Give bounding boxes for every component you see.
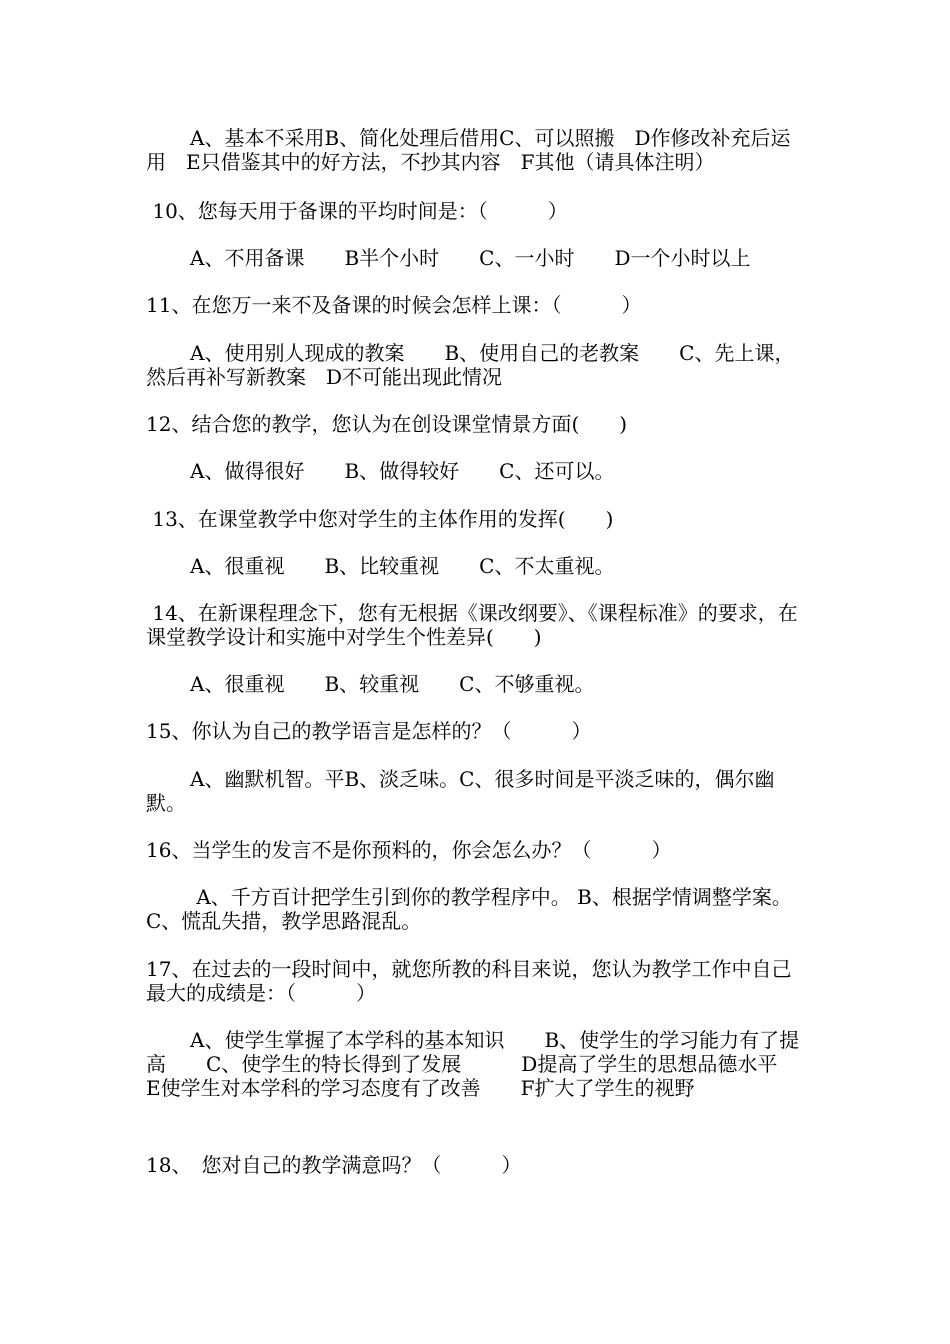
q12-question: 12、结合您的教学，您认为在创设课堂情景方面( ) bbox=[146, 412, 628, 436]
q15-options: A、幽默机智。平B、淡乏味。C、很多时间是平淡乏味的，偶尔幽默。 bbox=[146, 767, 775, 815]
q10-question: 10、您每天用于备课的平均时间是：（ ） bbox=[146, 199, 568, 223]
q14-options: A、很重视 B、较重视 C、不够重视。 bbox=[190, 672, 595, 696]
q18-question: 18、 您对自己的教学满意吗？（ ） bbox=[146, 1153, 522, 1177]
q13-question: 13、在课堂教学中您对学生的主体作用的发挥( ) bbox=[146, 507, 614, 531]
q16-options: A、千方百计把学生引到你的教学程序中。 B、根据学情调整学案。C、慌乱失措，教学思路混乱。 bbox=[146, 885, 792, 933]
q11-options: A、使用别人现成的教案 B、使用自己的老教案 C、先上课，然后再补写新教案 D不可能出现此情况 bbox=[146, 341, 795, 389]
q10-options: A、不用备课 B半个小时 C、一小时 D一个小时以上 bbox=[190, 246, 751, 270]
q17-question: 17、在过去的一段时间中，就您所教的科目来说，您认为教学工作中自己最大的成绩是：（ ） bbox=[146, 957, 792, 1005]
q17-options: A、使学生掌握了本学科的基本知识 B、使学生的学习能力有了提高 C、使学生的特长得到了发展 D提高了学生的思想品德水平 E使学生对本学科的学习态度有了改善 F扩大了学生的视野 bbox=[146, 1028, 818, 1100]
q16-question: 16、当学生的发言不是你预料的，你会怎么办？（ ） bbox=[146, 838, 672, 862]
q15-question: 15、你认为自己的教学语言是怎样的？（ ） bbox=[146, 719, 592, 743]
q13-options: A、很重视 B、比较重视 C、不太重视。 bbox=[190, 554, 615, 578]
q12-options: A、做得很好 B、做得较好 C、还可以。 bbox=[190, 459, 615, 483]
q9-options: A、基本不采用B、简化处理后借用C、可以照搬 D作修改补充后运用 E只借鉴其中的好方法，不抄其内容 F其他（请具体注明） bbox=[146, 126, 791, 174]
q11-question: 11、在您万一来不及备课的时候会怎样上课：（ ） bbox=[146, 293, 642, 317]
q14-question: 14、在新课程理念下，您有无根据《课改纲要》、《课程标准》的要求，在课堂教学设计和实施中对学生个性差异( ) bbox=[146, 601, 798, 649]
